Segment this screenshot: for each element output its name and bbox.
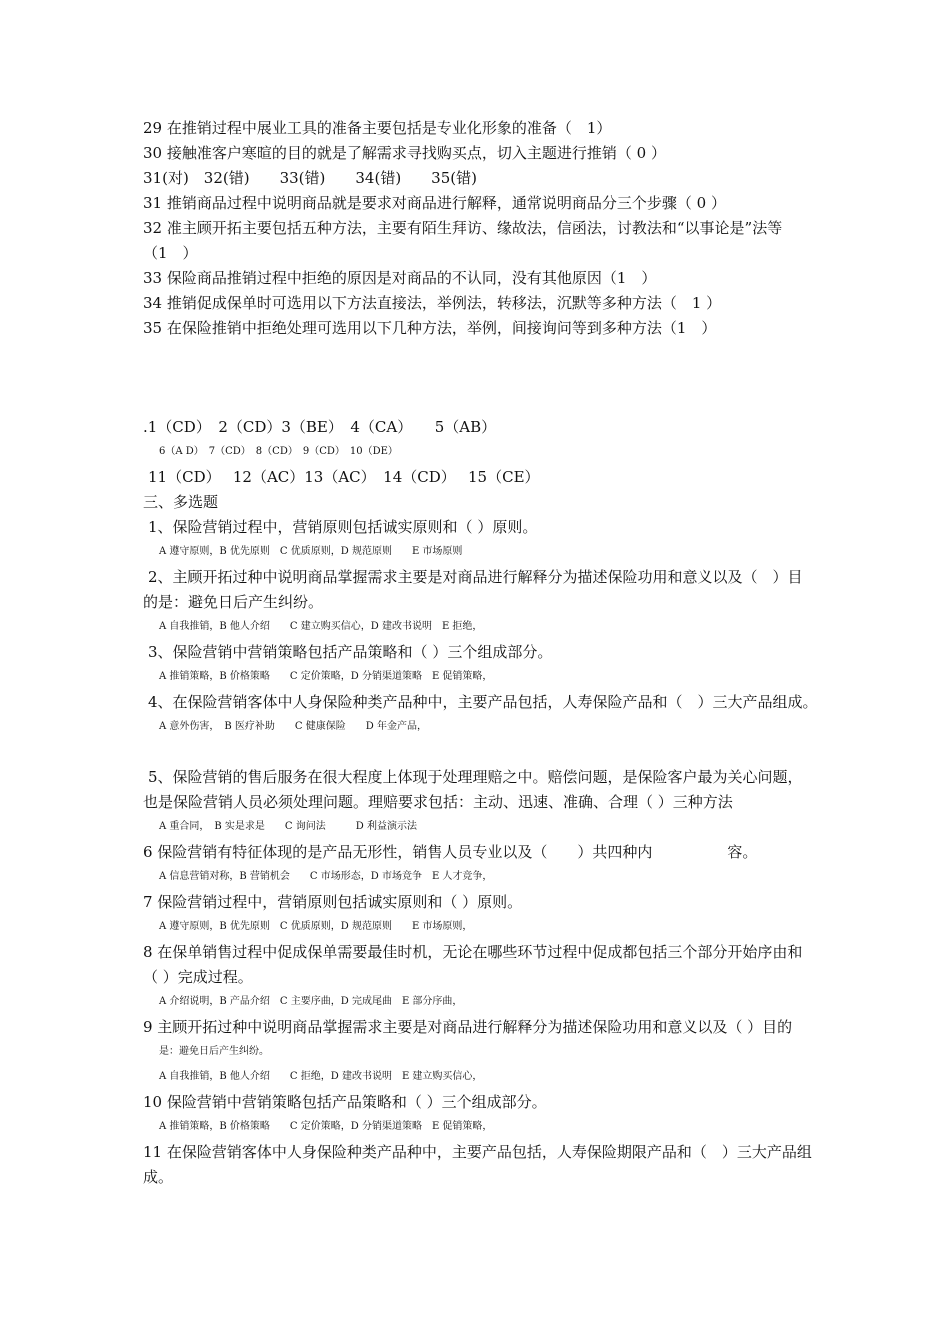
question-line: 8 在保单销售过程中促成保单需要最佳时机，无论在哪些环节过程中促成都包括三个部分开始序由和 [143, 943, 803, 961]
judgement-line: 33 保险商品推销过程中拒绝的原因是对商品的不认同，没有其他原因（1 ） [143, 269, 657, 287]
judgement-line: 34 推销促成保单时可选用以下方法直接法，举例法，转移法，沉默等多种方法（ 1 ） [143, 294, 722, 312]
question-line: 成。 [143, 1168, 174, 1186]
judgement-line: 32 准主顾开拓主要包括五种方法，主要有陌生拜访、缘故法，信函法，讨教法和“以事论是”法等 [143, 219, 783, 237]
answer-key-line: 6（A D） 7（CD） 8（CD） 9（CD） 10（DE） [159, 446, 398, 457]
judgement-line: 35 在保险推销中拒绝处理可选用以下几种方法，举例，间接询问等到多种方法（1 ） [143, 319, 717, 337]
question-line: 3、保险营销中营销策略包括产品策略和（ ）三个组成部分。 [148, 643, 553, 661]
options-line: A 遵守原则，B 优先原则 C 优质原则，D 规范原则 E 市场原则 [159, 546, 463, 557]
options-line: A 重合同， B 实是求是 C 询问法 D 利益演示法 [159, 821, 417, 832]
question-line: （ ）完成过程。 [143, 968, 253, 986]
question-line: 的是：避免日后产生纠纷。 [143, 593, 324, 611]
question-line: 10 保险营销中营销策略包括产品策略和（ ）三个组成部分。 [143, 1093, 547, 1111]
judgement-answer-line: 31(对) 32(错) 33(错) 34(错) 35(错) [143, 169, 477, 187]
question-line: 1、保险营销过程中，营销原则包括诚实原则和（ ）原则。 [148, 518, 538, 536]
judgement-line: 29 在推销过程中展业工具的准备主要包括是专业化形象的准备（ 1） [143, 119, 612, 137]
options-line: A 推销策略，B 价格策略 C 定价策略，D 分销渠道策略 E 促销策略， [159, 1121, 493, 1132]
judgement-line: 31 推销商品过程中说明商品就是要求对商品进行解释，通常说明商品分三个步骤（ 0 ） [143, 194, 726, 212]
options-line: A 自我推销，B 他人介绍 C 拒绝，D 建改书说明 E 建立购买信心， [159, 1071, 483, 1082]
options-line: A 推销策略，B 价格策略 C 定价策略，D 分销渠道策略 E 促销策略， [159, 671, 493, 682]
options-line: A 遵守原则，B 优先原则 C 优质原则，D 规范原则 E 市场原则， [159, 921, 473, 932]
question-line: 9 主顾开拓过种中说明商品掌握需求主要是对商品进行解释分为描述保险功用和意义以及（ ）目的 [143, 1018, 793, 1036]
section-title: 三、多选题 [143, 493, 219, 511]
question-line: 5、保险营销的售后服务在很大程度上体现于处理理赔之中。赔偿问题，是保险客户最为关心问题， [148, 768, 803, 786]
question-line: 11 在保险营销客体中人身保险种类产品种中，主要产品包括，人寿保险期限产品和（ ）三大产品组 [143, 1143, 812, 1161]
question-line: 7 保险营销过程中，营销原则包括诚实原则和（ ）原则。 [143, 893, 523, 911]
answer-key-line: .1（CD） 2（CD）3（BE） 4（CA） 5（AB） [143, 418, 497, 436]
options-line: A 意外伤害， B 医疗补助 C 健康保险 D 年金产品， [159, 721, 427, 732]
question-line: 2、主顾开拓过种中说明商品掌握需求主要是对商品进行解释分为描述保险功用和意义以及（ ）目 [148, 568, 803, 586]
answer-key-line: 11（CD） 12（AC）13（AC） 14（CD） 15（CE） [148, 468, 540, 486]
question-line: 是：避免日后产生纠纷。 [159, 1046, 269, 1057]
question-line: 4、在保险营销客体中人身保险种类产品种中，主要产品包括，人寿保险产品和（ ）三大产品组成。 [148, 693, 818, 711]
options-line: A 信息营销对称，B 营销机会 C 市场形态，D 市场竞争 E 人才竞争， [159, 871, 493, 882]
options-line: A 自我推销，B 他人介绍 C 建立购买信心，D 建改书说明 E 拒绝， [159, 621, 483, 632]
judgement-line: 30 接触准客户寒暄的目的就是了解需求寻找购买点，切入主题进行推销（ 0 ） [143, 144, 666, 162]
judgement-line: （1 ） [143, 244, 198, 262]
question-line: 也是保险营销人员必须处理问题。理赔要求包括：主动、迅速、准确、合理（ ）三种方法 [143, 793, 733, 811]
question-line: 6 保险营销有特征体现的是产品无形性，销售人员专业以及（ ）共四种内 容。 [143, 843, 758, 861]
options-line: A 介绍说明，B 产品介绍 C 主要序曲，D 完成尾曲 E 部分序曲， [159, 996, 463, 1007]
